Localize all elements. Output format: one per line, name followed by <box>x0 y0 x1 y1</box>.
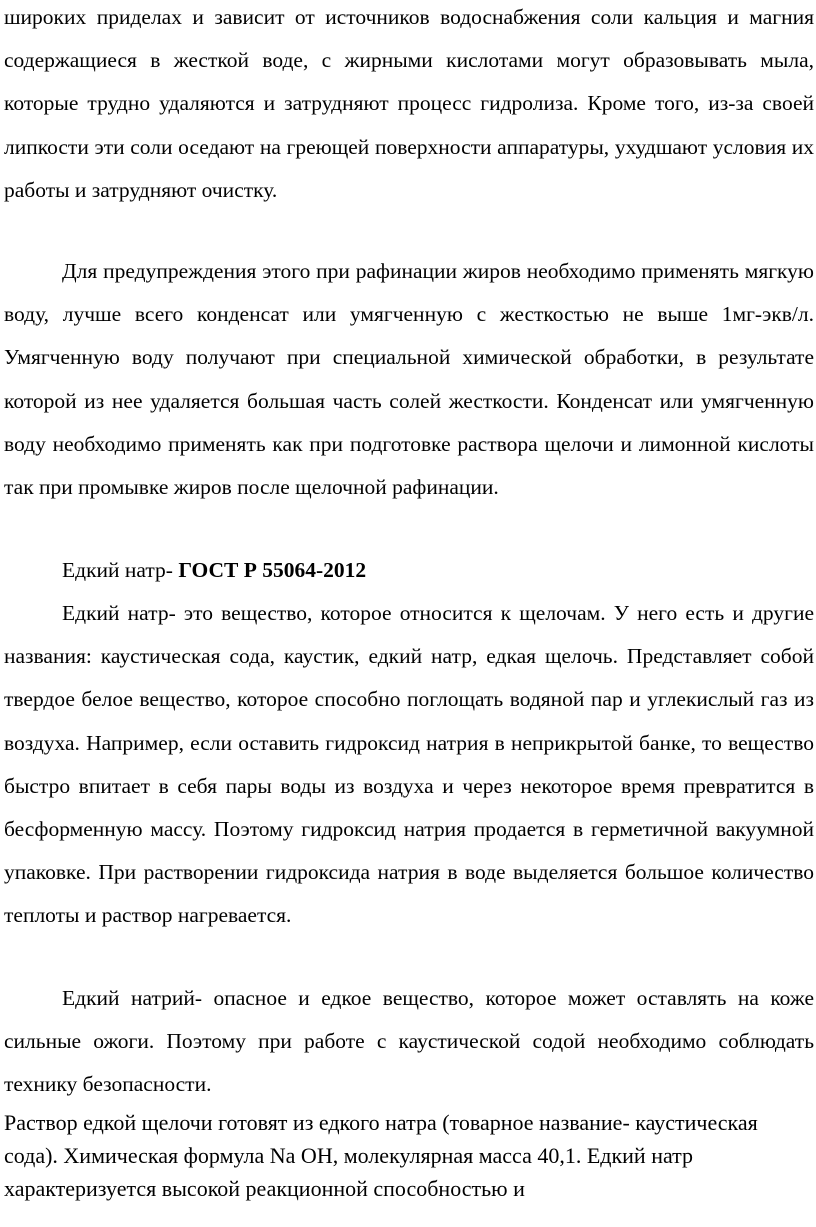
paragraph-water-hardness: широких приделах и зависит от источников водоснабжения соли кальция и магния содержащиеся в жесткой воде, с жирными кислотами могут образовывать мыла, которые трудно удаляются и затрудняют процесс гидролиза. Кроме того, из-за своей липкости эти соли оседают на греющей поверхности аппаратуры, ухудшают условия их работы и затрудняют очистку. <box>4 5 814 202</box>
paragraph-caustic-soda-description: Едкий натр- это вещество, которое относится к щелочам. У него есть и другие названия: каустическая сода, каустик, едкий натр, едкая щелочь. Представляет собой твердое белое вещество, которое способно поглощать водяной пар и углекислый газ из воздуха. Например, если оставить гидроксид натрия в неприкрытой банке, то вещество быстро впитает в себя пары воды из воздуха и через некоторое время превратится в бесформенную массу. Поэтому гидроксид натрия продается в герметичной вакуумной упаковке. При растворении гидроксида натрия в воде выделяется большое количество теплоты и раствор нагревается. <box>4 601 814 928</box>
gost-standard: ГОСТ Р 55064-2012 <box>178 558 367 582</box>
paragraph-safety: Едкий натрий- опасное и едкое вещество, которое может оставлять на коже сильные ожоги. Поэтому при работе с каустической содой необходимо соблюдать технику безопасности. <box>4 986 814 1097</box>
paragraph-soft-water: Для предупреждения этого при рафинации жиров необходимо применять мягкую воду, лучше всего конденсат или умягченную с жесткостью не выше 1мг-экв/л. Умягченную воду получают при специальной химической обработки, в результате которой из нее удаляется большая часть солей жесткости. Конденсат или умягченную воду необходимо применять как при подготовке раствора щелочи и лимонной кислоты так при промывке жиров после щелочной рафинации. <box>4 259 814 500</box>
heading-prefix: Едкий натр- <box>62 558 179 582</box>
section-heading <box>62 549 366 592</box>
paragraph-alkali-solution: Раствор едкой щелочи готовят из едкого натра (товарное название- каустическая сода). Химическая формула Na OH, молекулярная масса 40,1. Едкий натр характеризуется высокой реакционной способностью и <box>4 1110 758 1201</box>
